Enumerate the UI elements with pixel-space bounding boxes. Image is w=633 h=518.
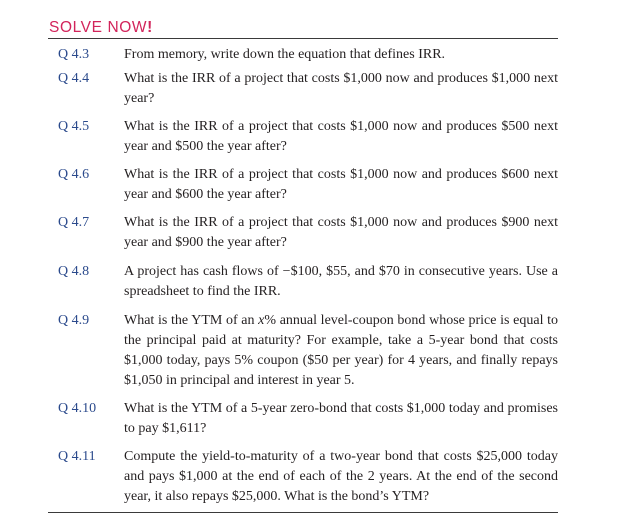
- question-item: [48, 262, 558, 302]
- question-number: Q 4.3: [58, 47, 90, 62]
- section-heading: [48, 18, 558, 37]
- question-number: Q 4.4: [58, 71, 90, 86]
- question-item: [48, 447, 558, 507]
- question-text-part: % annual level-coupon bond whose price is equal to the principal paid at maturity? For example, take a 5-year bond that costs $1,000 today, pays 5% coupon ($50 per year) for 4 years, and finally repays $1,050 in principal and interest in year 5.: [124, 313, 558, 388]
- question-number: Q 4.5: [58, 119, 90, 134]
- section-heading-mark: !: [147, 19, 153, 36]
- question-text: What is the IRR of a project that costs $1,000 now and produces $500 next year and $500 the year after?: [124, 119, 558, 154]
- question-text-part: What is the YTM of an: [124, 313, 259, 328]
- bottom-rule: [48, 512, 558, 513]
- question-text-variable: x: [258, 313, 265, 328]
- question-number: Q 4.6: [58, 167, 90, 182]
- question-number: Q 4.9: [58, 313, 90, 328]
- question-number: Q 4.11: [58, 449, 96, 464]
- question-text: What is the IRR of a project that costs $1,000 now and produces $900 next year and $900 the year after?: [124, 215, 558, 250]
- section-heading-label: SOLVE NOW: [49, 19, 148, 36]
- solve-now-box: [48, 18, 558, 513]
- question-text: What is the IRR of a project that costs $1,000 now and produces $600 next year and $600 the year after?: [124, 167, 558, 202]
- question-number: Q 4.8: [58, 264, 90, 279]
- question-text: [124, 311, 558, 391]
- question-item: [48, 311, 558, 391]
- question-list: [48, 45, 558, 507]
- question-item: [48, 117, 558, 157]
- question-item: [48, 69, 558, 109]
- question-text: What is the IRR of a project that costs $1,000 now and produces $1,000 next year?: [124, 71, 558, 106]
- question-item: [48, 399, 558, 439]
- question-number: Q 4.10: [58, 401, 97, 416]
- top-rule: [48, 38, 558, 39]
- question-text: A project has cash flows of −$100, $55, and $70 in consecutive years. Use a spreadsheet to find the IRR.: [124, 264, 558, 299]
- question-item: [48, 213, 558, 253]
- question-text: What is the YTM of a 5-year zero-bond that costs $1,000 today and promises to pay $1,611?: [124, 401, 558, 436]
- question-item: [48, 45, 558, 65]
- question-number: Q 4.7: [58, 215, 90, 230]
- question-text: Compute the yield-to-maturity of a two-year bond that costs $25,000 today and pays $1,000 at the end of each of the 2 years. At the end of the second year, it also repays $25,000. What is the bond’s YTM?: [124, 449, 558, 504]
- question-text: From memory, write down the equation that defines IRR.: [124, 47, 446, 62]
- question-item: [48, 165, 558, 205]
